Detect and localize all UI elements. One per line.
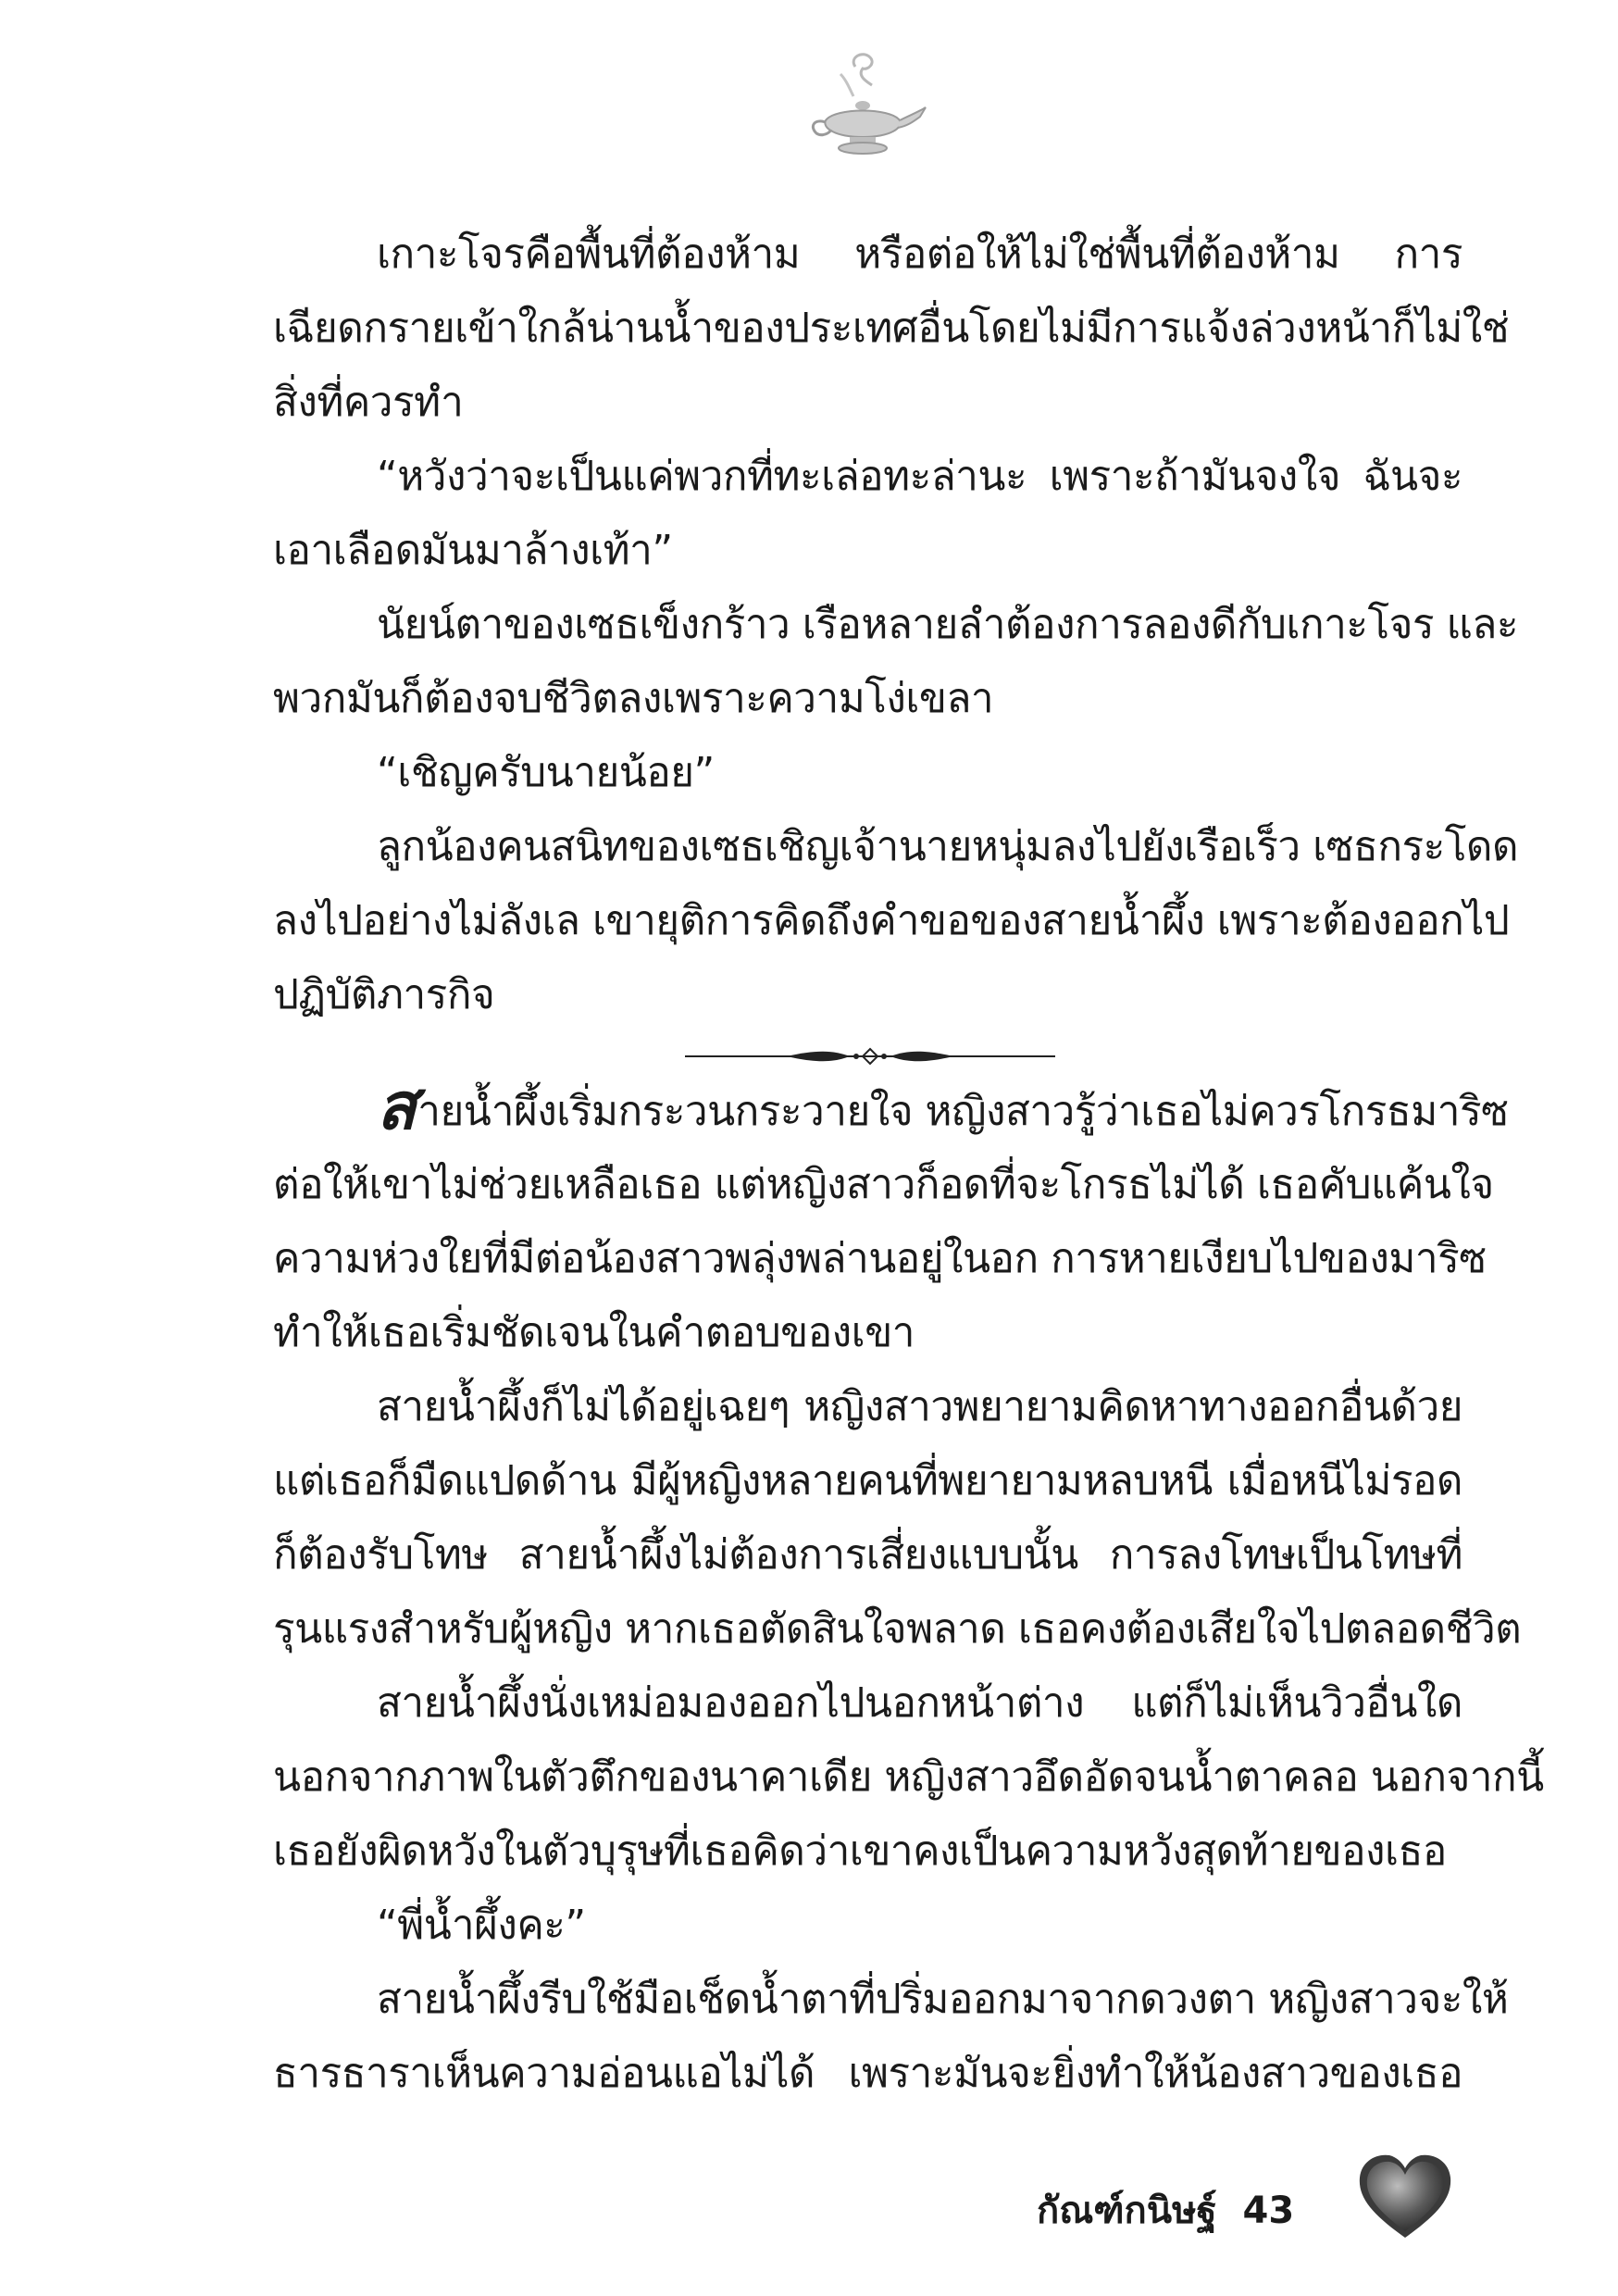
text-line: นอกจากภาพในตัวตึกของนาคาเดีย หญิงสาวอึดอัดจนน้ำตาคลอ นอกจากนี้	[273, 1753, 1544, 1801]
text-line: “พี่น้ำผึ้งคะ”	[377, 1902, 586, 1949]
text-line: สายน้ำผึ้งก็ไม่ได้อยู่เฉยๆ หญิงสาวพยายามคิดหาทางออกอื่นด้วย	[377, 1383, 1462, 1430]
dropcap-letter: ส	[377, 1068, 417, 1144]
text-line: ทำให้เธอเริ่มชัดเจนในคำตอบของเขา	[273, 1309, 915, 1356]
text-line: เธอยังผิดหวังในตัวบุรุษที่เธอคิดว่าเขาคงเป็นความหวังสุดท้ายของเธอ	[273, 1828, 1447, 1875]
text-line: ลูกน้องคนสนิทของเซธเชิญเจ้านายหนุ่มลงไปยังเรือเร็ว เซธกระโดด	[377, 823, 1519, 870]
book-title: กัณฑ์กนิษฐ์	[1037, 2190, 1217, 2232]
page-footer	[1037, 2180, 1294, 2240]
text-line: ธารธาราเห็นความอ่อนแอไม่ได้ เพราะมันจะยิ่งทำให้น้องสาวของเธอ	[273, 2050, 1462, 2097]
text-line: นัยน์ตาของเซธเข็งกร้าว เรือหลายลำต้องการลองดีกับเกาะโจร และ	[377, 601, 1518, 648]
genie-lamp-emblem	[798, 48, 927, 159]
text-line: รุนแรงสำหรับผู้หญิง หากเธอตัดสินใจพลาด เธอคงต้องเสียใจไปตลอดชีวิต	[273, 1605, 1522, 1653]
body-text-top	[273, 218, 1519, 1032]
text-line: พวกมันก็ต้องจบชีวิตลงเพราะความโง่เขลา	[273, 675, 994, 722]
text-line: ความห่วงใยที่มีต่อน้องสาวพลุ่งพล่านอยู่ในอก การหายเงียบไปของมาริซ	[273, 1235, 1487, 1282]
text-line: เฉียดกรายเข้าใกล้น่านน้ำของประเทศอื่นโดยไม่มีการแจ้งล่วงหน้าก็ไม่ใช่	[273, 305, 1510, 352]
ornamental-divider	[685, 1042, 1055, 1070]
text-line: เกาะโจรคือพื้นที่ต้องห้าม หรือต่อให้ไม่ใช่พื้นที่ต้องห้าม การ	[377, 231, 1462, 278]
text-line: ลงไปอย่างไม่ลังเล เขายุติการคิดถึงคำขอของสายน้ำผึ้ง เพราะต้องออกไป	[273, 897, 1510, 944]
page-number: 43	[1242, 2190, 1295, 2232]
text-line: สายน้ำผึ้งรีบใช้มือเช็ดน้ำตาที่ปริ่มออกมาจากดวงตา หญิงสาวจะให้	[377, 1976, 1509, 2023]
text-line: สิ่งที่ควรทำ	[273, 379, 464, 426]
text-line: เอาเลือดมันมาล้างเท้า”	[273, 527, 673, 574]
text-line: แต่เธอก็มืดแปดด้าน มีผู้หญิงหลายคนที่พยายามหลบหนี เมื่อหนีไม่รอด	[273, 1457, 1462, 1504]
text-line: สายน้ำผึ้งนั่งเหม่อมองออกไปนอกหน้าต่าง แต่ก็ไม่เห็นวิวอื่นใด	[377, 1679, 1462, 1727]
first-line-text: ายน้ำผึ้งเริ่มกระวนกระวายใจ หญิงสาวรู้ว่าเธอไม่ควรโกรธมาริซ	[417, 1088, 1509, 1135]
body-text-section-2	[273, 1068, 1544, 2111]
text-line: ต่อให้เขาไม่ช่วยเหลือเธอ แต่หญิงสาวก็อดที่จะโกรธไม่ได้ เธอคับแค้นใจ	[273, 1161, 1494, 1208]
text-line: ก็ต้องรับโทษ สายน้ำผึ้งไม่ต้องการเสี่ยงแบบนั้น การลงโทษเป็นโทษที่	[273, 1531, 1462, 1578]
heart-icon	[1354, 2150, 1456, 2242]
dropcap-paragraph-first-line	[273, 1068, 1509, 1148]
text-line: “เชิญครับนายน้อย”	[377, 749, 715, 796]
text-line: ปฏิบัติภารกิจ	[273, 971, 495, 1018]
text-line: “หวังว่าจะเป็นแค่พวกที่ทะเล่อทะล่านะ เพราะถ้ามันจงใจ ฉันจะ	[377, 453, 1462, 500]
